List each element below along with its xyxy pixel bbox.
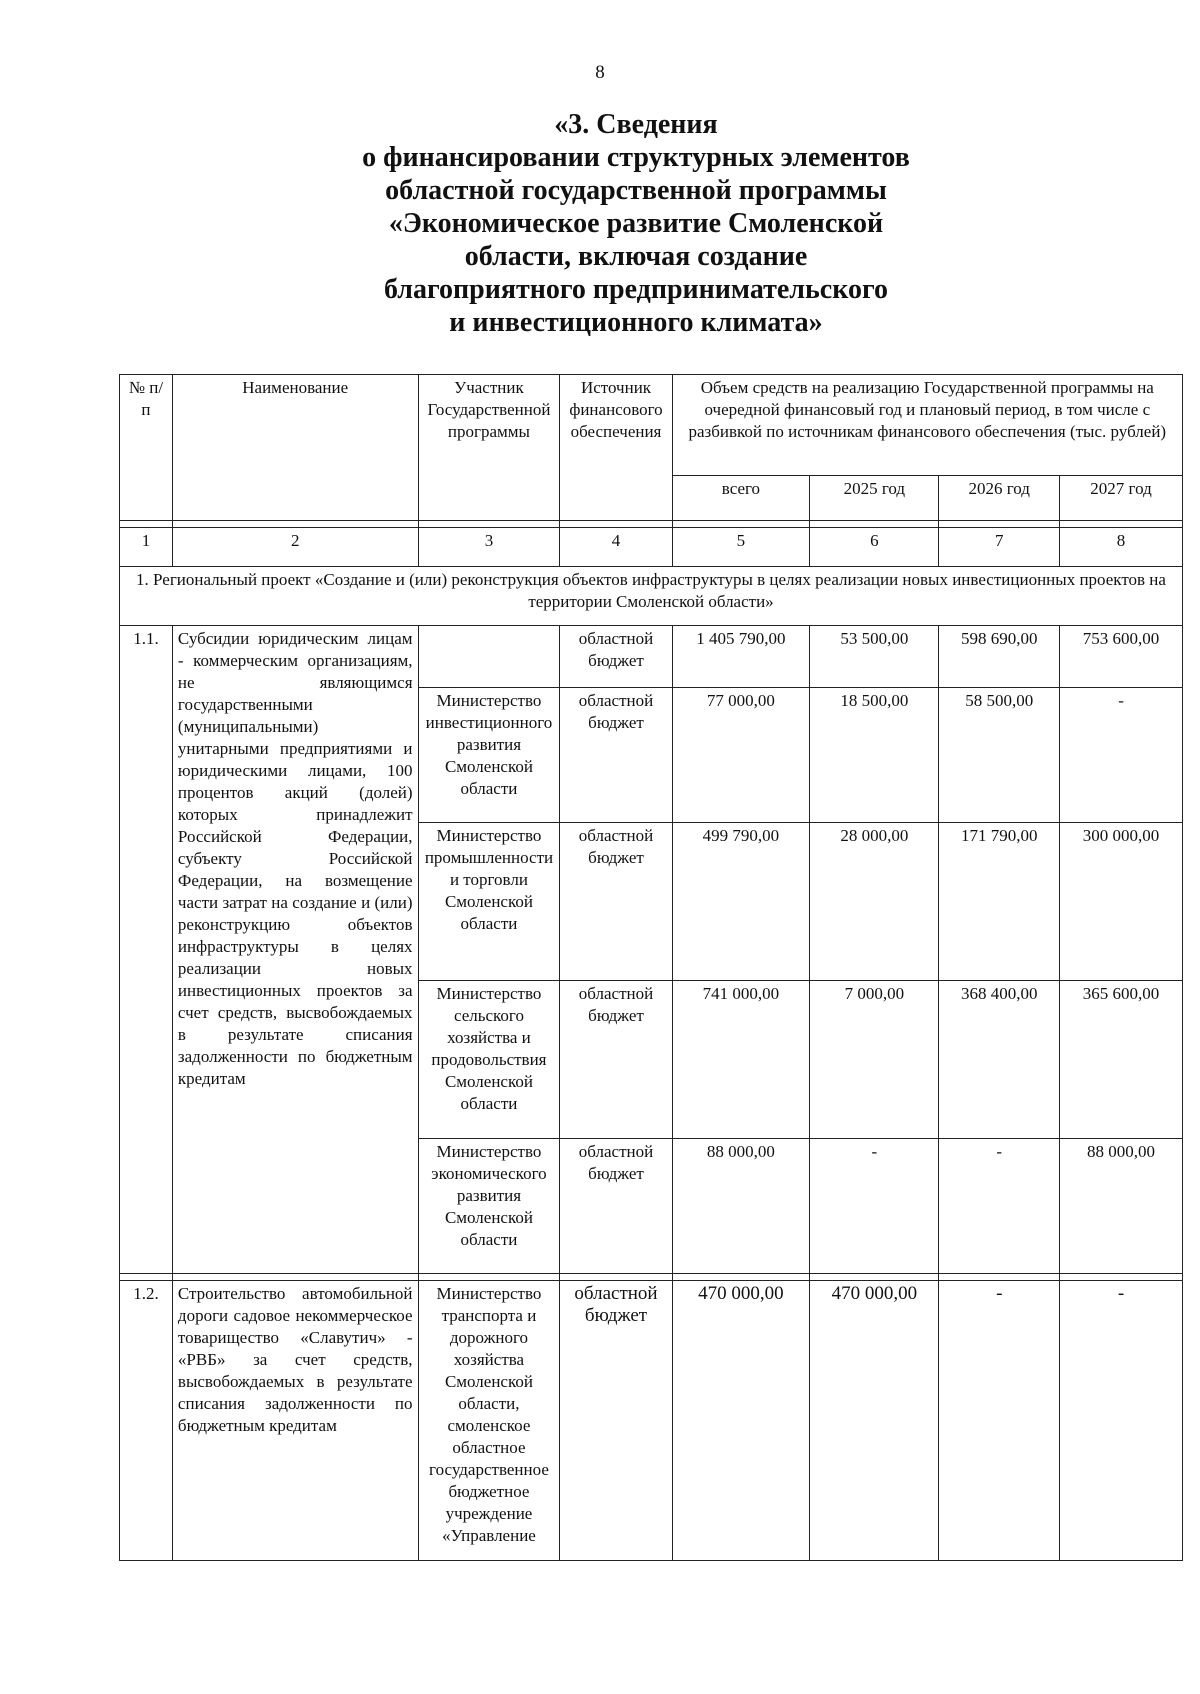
column-numbers-row (120, 528, 1183, 567)
document-title (200, 108, 1072, 339)
title-line: о финансировании структурных элементов (362, 142, 910, 173)
row-participant: Министерство инвестиционного развития Смоленской области (418, 688, 560, 823)
row-source: областной бюджет (560, 823, 672, 981)
row-2027: 365 600,00 (1060, 981, 1183, 1139)
row-2025: 7 000,00 (810, 981, 939, 1139)
column-number: 1 (120, 528, 173, 567)
row-gap (120, 1274, 1183, 1281)
header-total: всего (672, 476, 810, 521)
row-2026: 368 400,00 (939, 981, 1060, 1139)
header-volume: Объем средств на реализацию Государственной программы на очередной финансовый год и плановый период, в том числе с разбивкой по источникам финансового обеспечения (тыс. рублей) (672, 375, 1182, 476)
column-number: 8 (1060, 528, 1183, 567)
row-participant (418, 626, 560, 688)
row-total: 470 000,00 (672, 1281, 810, 1561)
financing-table (119, 374, 1183, 1561)
row-2025: 470 000,00 (810, 1281, 939, 1561)
header-num: № п/п (120, 375, 173, 521)
row-source: областной бюджет (560, 981, 672, 1139)
row-2027: 753 600,00 (1060, 626, 1183, 688)
row-name: Строительство автомобильной дороги садовое некоммерческое товарищество «Славутич» - «РВБ» за счет средств, высвобождаемых в результате списания задолженности по бюджетным кредитам (172, 1281, 418, 1561)
header-gap (120, 521, 1183, 528)
row-total: 88 000,00 (672, 1139, 810, 1274)
title-line: благоприятного предпринимательского (383, 274, 888, 305)
row-participant: Министерство сельского хозяйства и продовольствия Смоленской области (418, 981, 560, 1139)
section-row (120, 567, 1183, 626)
title-line: областной государственной программы (385, 175, 887, 206)
row-name: Субсидии юридическим лицам - коммерческим организациям, не являющимся государственными (муниципальными) унитарными предприятиями и юридическими лицами, 100 процентов акций (долей) которых принадлежит Российской Федерации, субъекту Российской Федерации, на возмещение части затрат на создание и (или) реконструкцию объектов инфраструктуры в целях реализации новых инвестиционных проектов за счет средств, высвобождаемых в результате списания задолженности по бюджетным кредитам (172, 626, 418, 1274)
row-participant: Министерство транспорта и дорожного хозяйства Смоленской области, смоленское областное государственное бюджетное учреждение «Управление (418, 1281, 560, 1561)
row-2027: - (1060, 1281, 1183, 1561)
header-name: Наименование (172, 375, 418, 521)
row-2026: - (939, 1281, 1060, 1561)
header-2027: 2027 год (1060, 476, 1183, 521)
row-total: 499 790,00 (672, 823, 810, 981)
column-number: 3 (418, 528, 560, 567)
section-title: 1. Региональный проект «Создание и (или) реконструкция объектов инфраструктуры в целях реализации новых инвестиционных проектов на территории Смоленской области» (120, 567, 1183, 626)
row-2026: 598 690,00 (939, 626, 1060, 688)
row-source: областной бюджет (560, 688, 672, 823)
row-2025: 28 000,00 (810, 823, 939, 981)
row-2025: 53 500,00 (810, 626, 939, 688)
column-number: 2 (172, 528, 418, 567)
row-total: 77 000,00 (672, 688, 810, 823)
header-2026: 2026 год (939, 476, 1060, 521)
header-row (120, 375, 1183, 476)
row-source: областной бюджет (560, 626, 672, 688)
title-line: и инвестиционного климата» (449, 307, 823, 338)
title-line: «3. Сведения (554, 109, 718, 140)
column-number: 5 (672, 528, 810, 567)
column-number: 7 (939, 528, 1060, 567)
page-number: 8 (595, 62, 605, 83)
row-2026: 171 790,00 (939, 823, 1060, 981)
header-participant: Участник Государственной программы (418, 375, 560, 521)
row-2027: 88 000,00 (1060, 1139, 1183, 1274)
title-line: области, включая создание (464, 241, 808, 272)
table-row (120, 626, 1183, 688)
row-2026: - (939, 1139, 1060, 1274)
row-2025: - (810, 1139, 939, 1274)
row-2026: 58 500,00 (939, 688, 1060, 823)
row-num: 1.1. (120, 626, 173, 1274)
row-2027: - (1060, 688, 1183, 823)
column-number: 4 (560, 528, 672, 567)
title-line: «Экономическое развитие Смоленской (388, 208, 884, 239)
column-number: 6 (810, 528, 939, 567)
row-total: 741 000,00 (672, 981, 810, 1139)
header-source: Источник финансового обеспечения (560, 375, 672, 521)
header-2025: 2025 год (810, 476, 939, 521)
row-2025: 18 500,00 (810, 688, 939, 823)
row-2027: 300 000,00 (1060, 823, 1183, 981)
table-row (120, 1281, 1183, 1561)
row-source: областной бюджет (560, 1139, 672, 1274)
row-participant: Министерство экономического развития Смоленской области (418, 1139, 560, 1274)
row-source: областной бюджет (560, 1281, 672, 1561)
row-num: 1.2. (120, 1281, 173, 1561)
row-participant: Министерство промышленности и торговли Смоленской области (418, 823, 560, 981)
row-total: 1 405 790,00 (672, 626, 810, 688)
